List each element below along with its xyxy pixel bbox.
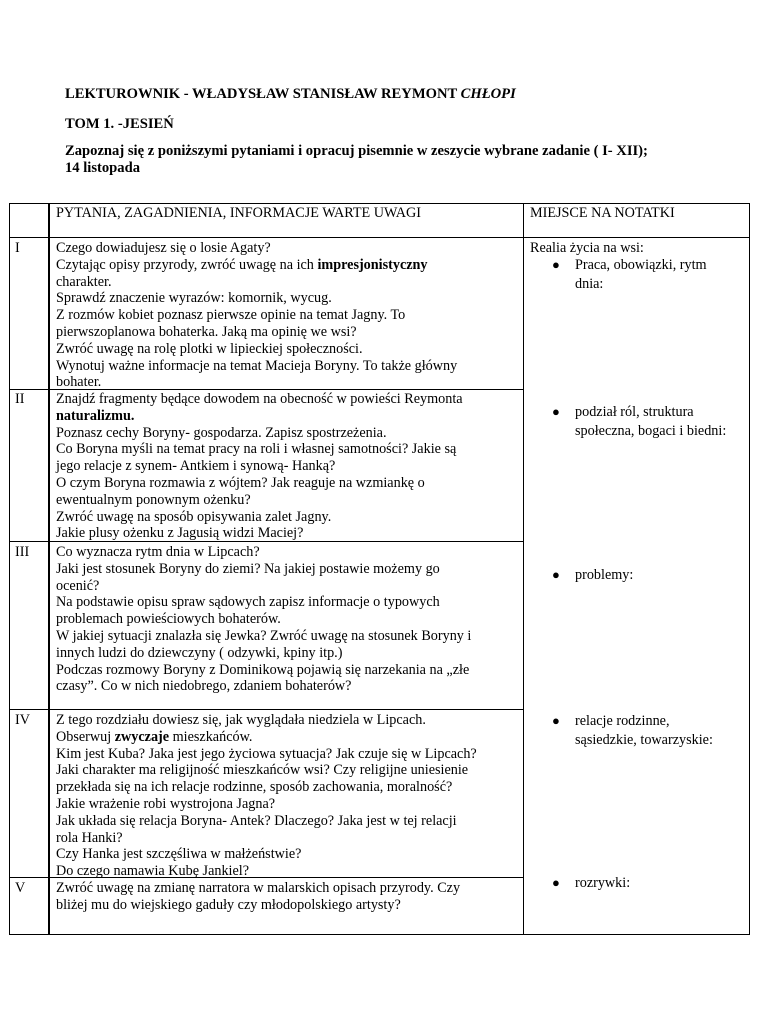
- question-text: Do czego namawia Kubę Jankiel?: [56, 863, 250, 880]
- notes-item: [552, 403, 752, 440]
- table-border-top: [9, 203, 750, 204]
- question-line: [56, 492, 463, 509]
- question-text: Jaki jest stosunek Boryny do ziemi? Na jakiej postawie możemy go: [56, 560, 440, 577]
- question-line: [56, 341, 457, 358]
- question-text: Kim jest Kuba? Jaka jest jego życiowa sytuacja? Jak czuje się w Lipcach?: [56, 745, 477, 762]
- row-number: IV: [15, 712, 30, 728]
- question-text: jego relacje z synem- Antkiem i synową- Hanką?: [56, 458, 336, 475]
- question-text: problemach powieściowych bohaterów.: [56, 611, 281, 628]
- notes-item-line: rozrywki:: [575, 875, 631, 891]
- notes-item-line: relacje rodzinne,: [575, 713, 670, 729]
- question-line: [56, 425, 463, 442]
- row-divider: [9, 709, 524, 710]
- question-line: [56, 645, 471, 662]
- question-line: [56, 863, 477, 880]
- bullet-icon: ●: [552, 875, 560, 890]
- question-text: rola Hanki?: [56, 829, 123, 846]
- question-line: [56, 762, 477, 779]
- question-line: [56, 441, 463, 458]
- question-line: [56, 662, 471, 679]
- question-text: Sprawdź znaczenie wyrazów: komornik, wycug.: [56, 290, 332, 307]
- question-text: ocenić?: [56, 577, 100, 594]
- notes-item-line: podział ról, struktura: [575, 404, 694, 420]
- question-text: O czym Boryna rozmawia z wójtem? Jak reaguje na wzmiankę o: [56, 474, 425, 491]
- question-line: [56, 628, 471, 645]
- questions-cell: [56, 391, 463, 542]
- question-text: Zwróć uwagę na zmianę narratora w malarskich opisach przyrody. Czy: [56, 880, 461, 896]
- question-text: mieszkańców.: [169, 728, 253, 745]
- question-text: Czego dowiadujesz się o losie Agaty?: [56, 240, 271, 256]
- question-text: Poznasz cechy Boryny- gospodarza. Zapisz spostrzeżenia.: [56, 424, 387, 441]
- bullet-icon: ●: [552, 713, 560, 728]
- question-line: [56, 897, 460, 914]
- question-line: [56, 594, 471, 611]
- question-line: [56, 358, 457, 375]
- question-line: [56, 746, 477, 763]
- bullet-icon: ●: [552, 257, 560, 272]
- question-text: Wynotuj ważne informacje na temat Macieja Boryny. To także główny: [56, 357, 458, 374]
- notes-item-line: sąsiedzkie, towarzyskie:: [575, 731, 713, 748]
- question-text: W jakiej sytuacji znalazła się Jewka? Zwróć uwagę na stosunek Boryny i: [56, 627, 472, 644]
- column-header-notes: MIEJSCE NA NOTATKI: [530, 205, 675, 221]
- questions-cell: [56, 240, 457, 391]
- notes-item: [552, 566, 752, 585]
- instruction: [65, 143, 725, 177]
- notes-item: [552, 256, 752, 293]
- question-line: [56, 509, 463, 526]
- question-text: Podczas rozmowy Boryny z Dominikową pojawią się narzekania na „złe: [56, 661, 470, 678]
- bullet-icon: ●: [552, 567, 560, 582]
- question-line: [56, 290, 457, 307]
- question-text: ewentualnym ponownym ożenku?: [56, 491, 251, 508]
- question-line: [56, 240, 457, 257]
- question-line: [56, 846, 477, 863]
- question-text: innych ludzi do dziewczyny ( odzywki, kpiny itp.): [56, 644, 343, 661]
- question-line: [56, 274, 457, 291]
- question-keyword: zwyczaje: [114, 728, 170, 745]
- question-text: bliżej mu do wiejskiego gaduły czy młodopolskiego artysty?: [56, 896, 401, 913]
- question-line: [56, 257, 457, 274]
- table-border-bottom: [9, 934, 750, 935]
- notes-item-line: Praca, obowiązki, rytm: [575, 257, 707, 273]
- notes-heading: Realia życia na wsi:: [530, 240, 644, 256]
- instruction-date: 14 listopada: [65, 160, 141, 176]
- question-line: [56, 475, 463, 492]
- question-keyword: naturalizmu.: [56, 407, 135, 424]
- question-text: Na podstawie opisu spraw sądowych zapisz informacje o typowych: [56, 594, 440, 611]
- table-border-notes: [523, 203, 524, 935]
- question-line: [56, 779, 477, 796]
- question-line: [56, 678, 471, 695]
- question-line: [56, 880, 460, 897]
- notes-item-line: społeczna, bogaci i biedni:: [575, 422, 727, 439]
- question-line: [56, 408, 463, 425]
- question-text: bohater.: [56, 374, 102, 391]
- row-number: I: [15, 240, 20, 256]
- question-line: [56, 307, 457, 324]
- question-text: czasy”. Co w nich niedobrego, zdaniem bohaterów?: [56, 678, 352, 695]
- question-line: [56, 813, 477, 830]
- question-text: charakter.: [56, 273, 112, 290]
- row-number: V: [15, 880, 26, 896]
- question-text: Znajdź fragmenty będące dowodem na obecność w powieści Reymonta: [56, 391, 463, 407]
- notes-item: [552, 712, 752, 749]
- question-text: Z rozmów kobiet poznasz pierwsze opinie na temat Jagny. To: [56, 307, 406, 324]
- question-text: Jak układa się relacja Boryna- Antek? Dlaczego? Jaka jest w tej relacji: [56, 812, 457, 829]
- table-border-left: [9, 203, 10, 935]
- question-text: Zwróć uwagę na sposób opisywania zalet Jagny.: [56, 508, 332, 525]
- question-line: [56, 712, 477, 729]
- question-text: Jakie plusy ożenku z Jagusią widzi Maciej?: [56, 525, 304, 542]
- question-line: [56, 391, 463, 408]
- question-text: Czy Hanka jest szczęśliwa w małżeństwie?: [56, 846, 302, 863]
- title-main: LEKTUROWNIK - WŁADYSŁAW STANISŁAW REYMONT: [65, 86, 461, 102]
- questions-cell: [56, 880, 460, 914]
- question-text: Co wyznacza rytm dnia w Lipcach?: [56, 544, 260, 560]
- row-number: II: [15, 391, 25, 407]
- notes-item-line: problemy:: [575, 567, 634, 583]
- column-header-questions: PYTANIA, ZAGADNIENIA, INFORMACJE WARTE UWAGI: [56, 205, 422, 221]
- question-line: [56, 729, 477, 746]
- bullet-icon: ●: [552, 404, 560, 419]
- instruction-line-1: Zapoznaj się z poniższymi pytaniami i opracuj pisemnie w zeszycie wybrane zadanie ( I- XII);: [65, 143, 648, 159]
- question-line: [56, 796, 477, 813]
- question-text: przekłada się na ich relacje rodzinne, sposób zachowania, moralność?: [56, 779, 453, 796]
- question-text: Jakie wrażenie robi wystrojona Jagna?: [56, 795, 276, 812]
- question-text: Obserwuj: [56, 728, 115, 745]
- question-keyword: impresjonistyczny: [317, 256, 428, 273]
- question-line: [56, 578, 471, 595]
- question-text: Co Boryna myśli na temat pracy na roli i własnej samotności? Jakie są: [56, 441, 457, 458]
- question-line: [56, 458, 463, 475]
- question-line: [56, 561, 471, 578]
- notes-item-line: dnia:: [575, 275, 604, 292]
- questions-cell: [56, 712, 477, 880]
- question-line: [56, 830, 477, 847]
- row-number: III: [15, 544, 30, 560]
- question-line: [56, 544, 471, 561]
- question-line: [56, 525, 463, 542]
- question-text: Czytając opisy przyrody, zwróć uwagę na ich: [56, 256, 318, 273]
- notes-item: [552, 874, 752, 893]
- title-book: CHŁOPI: [460, 86, 516, 102]
- question-line: [56, 374, 457, 391]
- tom-heading: TOM 1. -JESIEŃ: [65, 116, 174, 132]
- question-line: [56, 324, 457, 341]
- question-text: Z tego rozdziału dowiesz się, jak wyglądała niedziela w Lipcach.: [56, 712, 426, 728]
- lekturownik-title: [65, 86, 516, 103]
- table-border-header: [9, 237, 750, 238]
- questions-cell: [56, 544, 471, 695]
- question-line: [56, 611, 471, 628]
- question-text: Zwróć uwagę na rolę plotki w lipieckiej społeczności.: [56, 340, 363, 357]
- table-border-num: [48, 203, 50, 935]
- question-text: Jaki charakter ma religijność mieszkańców wsi? Czy religijne uniesienie: [56, 762, 469, 779]
- question-text: pierwszoplanowa bohaterka. Jaką ma opinię we wsi?: [56, 323, 357, 340]
